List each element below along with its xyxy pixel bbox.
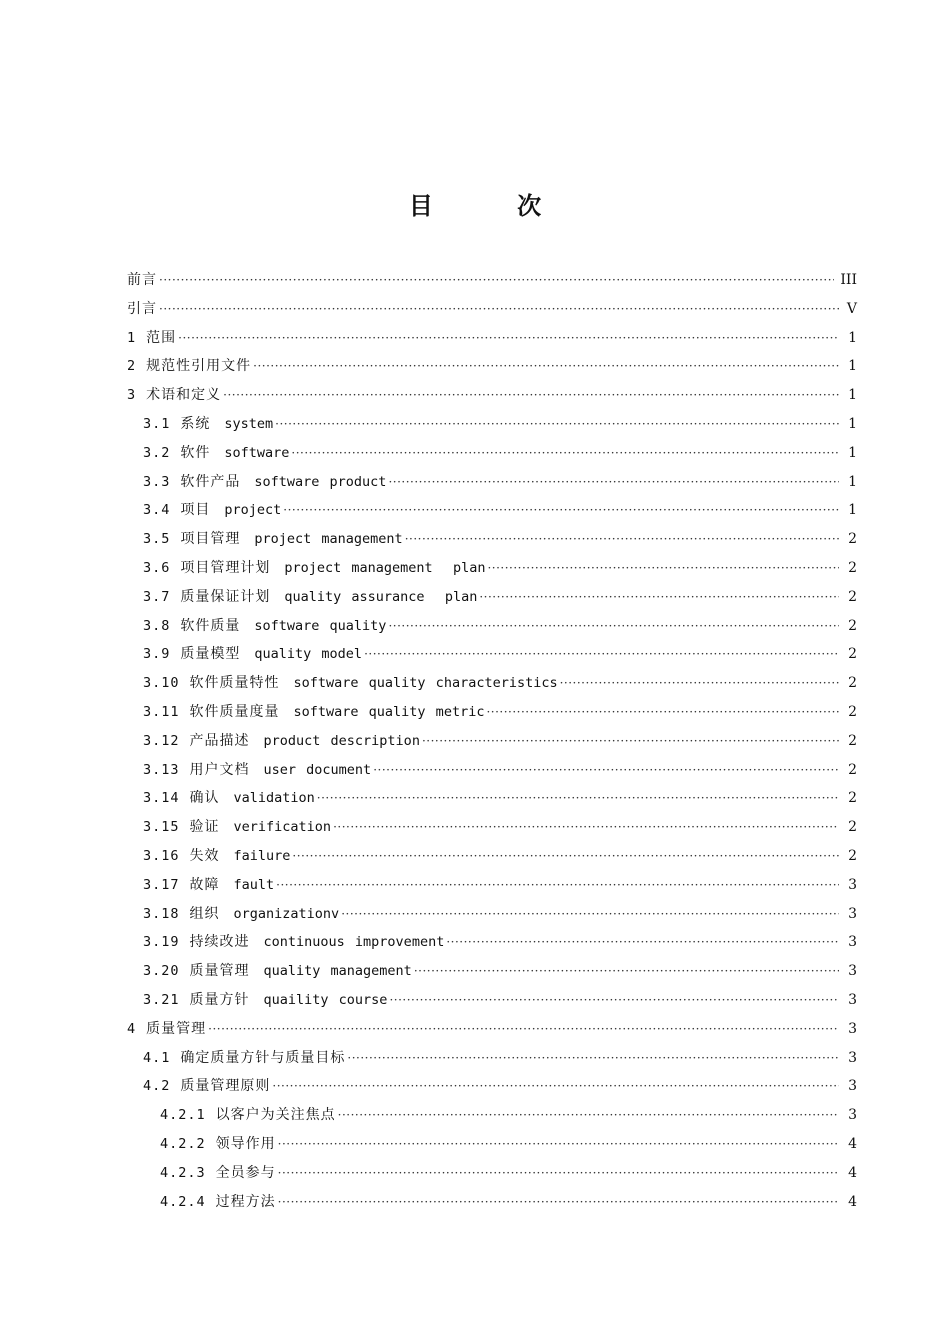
toc-entry-number: 3.15	[143, 819, 180, 836]
toc-entry-english-term: quaility course	[263, 991, 388, 1008]
toc-dot-leader	[275, 410, 839, 439]
toc-entry[interactable]	[127, 784, 857, 813]
toc-entry-page-number: 3	[848, 1078, 857, 1095]
toc-entry-title: 质量模型	[180, 646, 241, 663]
toc-entry-title: 质量方针	[189, 991, 250, 1008]
toc-entry-english-term: system	[224, 415, 274, 432]
toc-entry-title: 领导作用	[215, 1135, 276, 1152]
toc-entry-english-term: product description	[263, 732, 420, 749]
toc-entry-number: 3.12	[143, 732, 180, 749]
toc-entry[interactable]	[127, 439, 857, 468]
toc-entry[interactable]	[127, 928, 857, 957]
toc-entry-title: 软件质量度量	[189, 703, 280, 720]
toc-entry[interactable]	[127, 900, 857, 929]
toc-entry-page-number: 2	[848, 790, 857, 807]
toc-dot-leader	[223, 381, 839, 410]
toc-entry-english-term: verification	[233, 819, 332, 836]
toc-entry-title: 项目	[180, 502, 211, 519]
toc-dot-leader	[159, 266, 834, 295]
toc-entry-page-number: 3	[848, 1020, 857, 1037]
toc-dot-leader	[347, 1044, 839, 1073]
toc-entry-page-number: 4	[848, 1193, 857, 1210]
toc-dot-leader	[389, 986, 839, 1015]
toc-entry-number: 3	[127, 387, 137, 404]
toc-entry-english-term: software	[224, 444, 290, 461]
toc-entry-number: 3.8	[143, 617, 171, 634]
toc-dot-leader	[276, 871, 839, 900]
toc-entry-title: 软件	[180, 444, 211, 461]
toc-entry-page-number: 2	[848, 703, 857, 720]
toc-entry-page-number: 1	[848, 415, 857, 432]
toc-entry-english-term: quality model	[254, 646, 363, 663]
toc-dot-leader	[405, 525, 839, 554]
toc-entry-number: 3.7	[143, 588, 171, 605]
toc-dot-leader	[341, 900, 839, 929]
toc-entry[interactable]	[127, 352, 857, 381]
toc-entry-number: 4.2.3	[160, 1164, 206, 1181]
toc-dot-leader	[388, 468, 839, 497]
toc-entry[interactable]	[127, 1015, 857, 1044]
toc-entry-page-number: 3	[848, 1049, 857, 1066]
toc-entry-page-number: V	[846, 300, 857, 317]
toc-entry-title: 确定质量方针与质量目标	[180, 1049, 346, 1066]
toc-entry-page-number: 2	[848, 588, 857, 605]
toc-entry-english-term: project management	[254, 531, 403, 548]
toc-entry[interactable]	[127, 986, 857, 1015]
toc-dot-leader	[278, 1188, 839, 1217]
toc-entry-number: 4.1	[143, 1049, 171, 1066]
toc-entry[interactable]	[127, 381, 857, 410]
toc-dot-leader	[317, 784, 839, 813]
toc-entry-number: 3.13	[143, 761, 180, 778]
toc-entry[interactable]	[127, 698, 857, 727]
toc-entry[interactable]	[127, 266, 857, 295]
toc-entry-english-term: continuous improvement	[263, 934, 445, 951]
toc-entry-page-number: 2	[848, 847, 857, 864]
toc-entry[interactable]	[127, 957, 857, 986]
toc-entry-page-number: 3	[848, 963, 857, 980]
toc-entry-page-number: 3	[848, 876, 857, 893]
toc-entry-number: 4.2.1	[160, 1107, 206, 1124]
toc-entry-title: 软件质量	[180, 617, 241, 634]
toc-entry-number: 4.2	[143, 1078, 171, 1095]
toc-entry-english-term: software quality metric	[293, 703, 485, 720]
toc-entry-title: 术语和定义	[146, 387, 222, 404]
toc-dot-leader	[253, 352, 839, 381]
toc-dot-leader	[446, 928, 839, 957]
toc-entry-title: 软件质量特性	[189, 675, 280, 692]
toc-entry-english-term: fault	[233, 876, 275, 893]
toc-entry[interactable]	[127, 496, 857, 525]
toc-entry[interactable]	[127, 842, 857, 871]
toc-entry-page-number: 3	[848, 991, 857, 1008]
toc-dot-leader	[364, 640, 839, 669]
toc-entry-number: 3.21	[143, 991, 180, 1008]
toc-entry-number: 4	[127, 1020, 137, 1037]
toc-entry-title: 全员参与	[215, 1164, 276, 1181]
toc-entry-title: 质量管理原则	[180, 1078, 271, 1095]
toc-dot-leader	[486, 698, 839, 727]
toc-entry-page-number: 3	[848, 905, 857, 922]
toc-entry[interactable]	[127, 1159, 857, 1188]
toc-entry-page-number: 2	[848, 617, 857, 634]
toc-dot-leader	[338, 1101, 839, 1130]
toc-entry-number: 3.9	[143, 646, 171, 663]
toc-entry-number: 3.6	[143, 559, 171, 576]
toc-entry-page-number: 1	[848, 473, 857, 490]
toc-entry-page-number: 1	[848, 358, 857, 375]
toc-entry-number: 4.2.4	[160, 1193, 206, 1210]
toc-entry-title: 前言	[127, 272, 157, 288]
toc-entry-page-number: 1	[848, 502, 857, 519]
toc-entry-title: 范围	[146, 329, 177, 346]
toc-entry-title: 验证	[189, 819, 220, 836]
toc-entry-title: 质量保证计划	[180, 588, 271, 605]
table-of-contents	[127, 266, 857, 1216]
toc-entry-page-number: 2	[848, 646, 857, 663]
toc-entry[interactable]	[127, 554, 857, 583]
toc-entry[interactable]	[127, 871, 857, 900]
toc-dot-leader	[291, 439, 839, 468]
toc-entry-title: 软件产品	[180, 473, 241, 490]
toc-entry[interactable]	[127, 813, 857, 842]
toc-entry-number: 3.10	[143, 675, 180, 692]
toc-dot-leader	[414, 957, 839, 986]
toc-dot-leader	[159, 295, 839, 324]
toc-entry-english-term: organizationv	[233, 905, 340, 922]
toc-entry-number: 2	[127, 358, 137, 375]
toc-entry[interactable]	[127, 612, 857, 641]
toc-entry-title: 质量管理	[146, 1020, 207, 1037]
toc-dot-leader	[178, 324, 839, 353]
toc-entry-number: 4.2.2	[160, 1135, 206, 1152]
toc-entry-title: 质量管理	[189, 963, 250, 980]
toc-entry[interactable]	[127, 1130, 857, 1159]
toc-entry-title: 引言	[127, 300, 157, 317]
toc-entry-title: 规范性引用文件	[146, 358, 252, 375]
toc-entry-english-term: failure	[233, 847, 291, 864]
toc-entry-page-number: 1	[848, 387, 857, 404]
toc-entry-page-number: 2	[848, 819, 857, 836]
toc-entry[interactable]	[127, 410, 857, 439]
toc-entry-title: 系统	[180, 415, 211, 432]
toc-entry[interactable]	[127, 525, 857, 554]
toc-entry-english-term: software quality	[254, 617, 387, 634]
toc-entry-page-number: 2	[848, 559, 857, 576]
toc-entry-english-term: validation	[233, 790, 315, 807]
toc-entry-page-number: 2	[848, 675, 857, 692]
toc-entry-page-number: 2	[848, 531, 857, 548]
toc-dot-leader	[208, 1015, 839, 1044]
toc-dot-leader	[292, 842, 839, 871]
toc-entry[interactable]	[127, 669, 857, 698]
toc-entry-english-term: quality assurance plan	[284, 588, 478, 605]
toc-dot-leader	[272, 1072, 839, 1101]
toc-entry[interactable]	[127, 640, 857, 669]
toc-entry-number: 3.2	[143, 444, 171, 461]
toc-entry-english-term: quality management	[263, 963, 412, 980]
toc-entry-page-number: 4	[848, 1164, 857, 1181]
toc-dot-leader	[278, 1130, 839, 1159]
toc-entry-number: 3.1	[143, 415, 171, 432]
toc-dot-leader	[373, 756, 839, 785]
toc-entry-number: 3.3	[143, 473, 171, 490]
toc-entry-title: 故障	[189, 876, 220, 893]
toc-entry[interactable]	[127, 727, 857, 756]
toc-dot-leader	[560, 669, 839, 698]
toc-entry-title: 产品描述	[189, 732, 250, 749]
toc-entry-title: 项目管理	[180, 531, 241, 548]
toc-entry-title: 以客户为关注焦点	[215, 1107, 336, 1124]
toc-entry-title: 确认	[189, 790, 220, 807]
toc-entry[interactable]	[127, 756, 857, 785]
toc-entry[interactable]	[127, 1072, 857, 1101]
toc-entry-english-term: project	[224, 502, 282, 519]
toc-entry-number: 3.14	[143, 790, 180, 807]
toc-entry-page-number: 4	[848, 1135, 857, 1152]
toc-entry-number: 3.20	[143, 963, 180, 980]
toc-entry-title: 用户文档	[189, 761, 250, 778]
toc-entry-english-term: project management plan	[284, 559, 486, 576]
toc-entry-english-term: software quality characteristics	[293, 675, 558, 692]
toc-dot-leader	[388, 612, 839, 641]
toc-entry[interactable]	[127, 1188, 857, 1217]
toc-entry[interactable]	[127, 468, 857, 497]
toc-entry-number: 3.4	[143, 502, 171, 519]
toc-dot-leader	[422, 727, 839, 756]
toc-entry-number: 3.16	[143, 847, 180, 864]
toc-entry[interactable]	[127, 1101, 857, 1130]
toc-entry-title: 失效	[189, 847, 220, 864]
toc-entry[interactable]	[127, 1044, 857, 1073]
toc-entry-page-number: 2	[848, 732, 857, 749]
toc-dot-leader	[479, 583, 839, 612]
toc-entry-page-number: 1	[848, 329, 857, 346]
toc-entry-title: 持续改进	[189, 934, 250, 951]
toc-entry-page-number: 3	[848, 1107, 857, 1124]
toc-entry-number: 3.11	[143, 703, 180, 720]
toc-entry-page-number: 3	[848, 934, 857, 951]
toc-entry-number: 3.5	[143, 531, 171, 548]
toc-entry-title: 组织	[189, 905, 220, 922]
toc-dot-leader	[283, 496, 839, 525]
toc-entry-title: 项目管理计划	[180, 559, 271, 576]
toc-entry-english-term: software product	[254, 473, 387, 490]
toc-entry-number: 3.18	[143, 905, 180, 922]
toc-entry-page-number: III	[840, 272, 857, 288]
toc-entry-number: 3.17	[143, 876, 180, 893]
toc-dot-leader	[278, 1159, 839, 1188]
toc-dot-leader	[487, 554, 839, 583]
toc-entry-page-number: 2	[848, 761, 857, 778]
toc-dot-leader	[333, 813, 839, 842]
toc-entry[interactable]	[127, 583, 857, 612]
toc-entry-page-number: 1	[848, 444, 857, 461]
toc-entry-title: 过程方法	[215, 1193, 276, 1210]
page-title: 目 次	[408, 192, 580, 220]
toc-entry[interactable]	[127, 295, 857, 324]
toc-entry-english-term: user document	[263, 761, 372, 778]
toc-entry[interactable]	[127, 324, 857, 353]
toc-entry-number: 3.19	[143, 934, 180, 951]
toc-entry-number: 1	[127, 329, 137, 346]
